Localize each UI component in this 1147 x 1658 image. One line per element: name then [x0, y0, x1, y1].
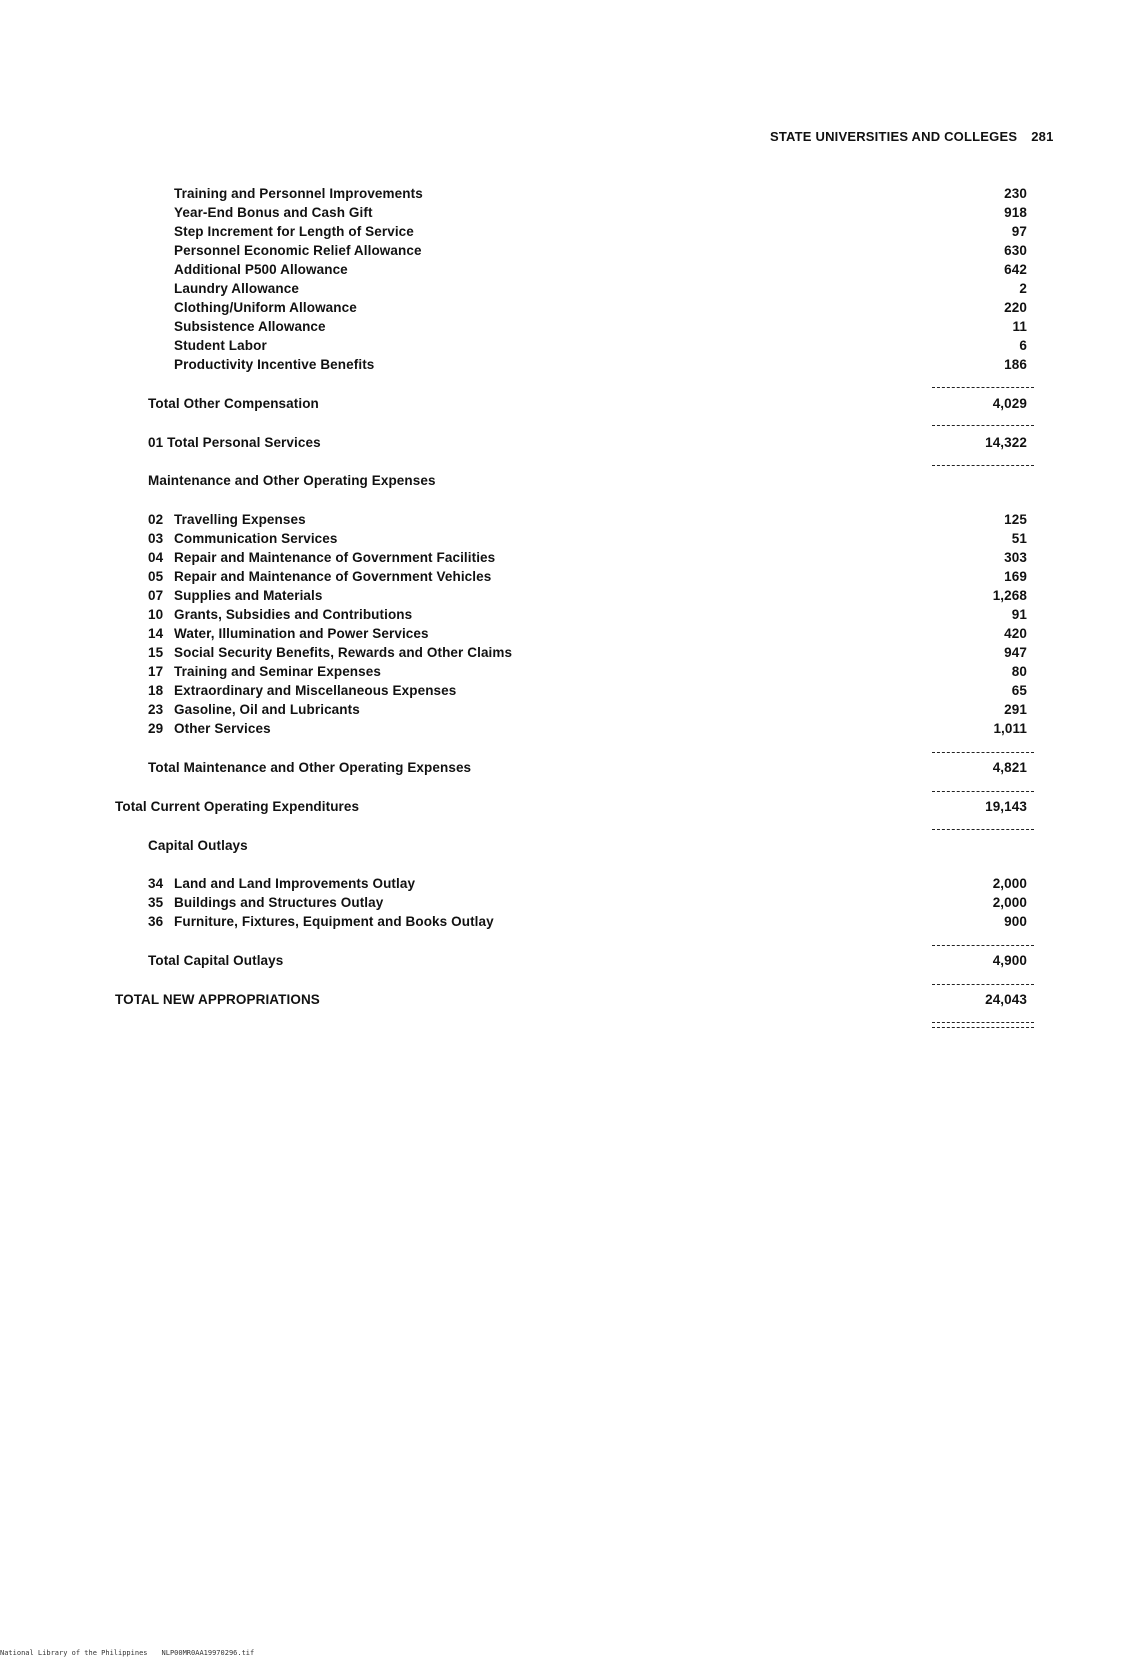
- subtotal-row: Total Capital Outlays 4,900: [148, 953, 1027, 968]
- page-number: 281: [1031, 129, 1054, 144]
- line-item: 34 Land and Land Improvements Outlay 2,000: [148, 876, 1027, 891]
- line-item: 18 Extraordinary and Miscellaneous Expenses 65: [148, 683, 1027, 698]
- scan-footer: [0, 1649, 254, 1657]
- line-item: Year-End Bonus and Cash Gift 918: [174, 205, 1027, 220]
- total-row: Total Current Operating Expenditures 19,143: [115, 799, 1027, 814]
- subtotal-rule: [932, 752, 1034, 753]
- line-item: Personnel Economic Relief Allowance 630: [174, 243, 1027, 258]
- line-item: Training and Personnel Improvements 230: [174, 186, 1027, 201]
- subtotal-rule: [932, 791, 1034, 792]
- line-item: 05 Repair and Maintenance of Government Vehicles 169: [148, 569, 1027, 584]
- subtotal-rule: [932, 829, 1034, 830]
- line-item: Subsistence Allowance 11: [174, 319, 1027, 334]
- section-heading: Capital Outlays: [148, 838, 248, 853]
- line-item: Additional P500 Allowance 642: [174, 262, 1027, 277]
- grand-total-row: TOTAL NEW APPROPRIATIONS 24,043: [115, 992, 1027, 1007]
- line-item: Clothing/Uniform Allowance 220: [174, 300, 1027, 315]
- line-item: 03 Communication Services 51: [148, 531, 1027, 546]
- subtotal-rule: [932, 465, 1034, 466]
- line-item: 17 Training and Seminar Expenses 80: [148, 664, 1027, 679]
- subtotal-rule: [932, 984, 1034, 985]
- line-item: Student Labor 6: [174, 338, 1027, 353]
- line-item: 02 Travelling Expenses 125: [148, 512, 1027, 527]
- grand-total-double-rule: [932, 1022, 1034, 1028]
- line-item: 15 Social Security Benefits, Rewards and Other Claims 947: [148, 645, 1027, 660]
- line-item: 07 Supplies and Materials 1,268: [148, 588, 1027, 603]
- subtotal-rule: [932, 425, 1034, 426]
- footer-file: NLP00MR0AA19970296.tif: [161, 1649, 255, 1657]
- header-title: STATE UNIVERSITIES AND COLLEGES: [770, 129, 1018, 144]
- line-item: Step Increment for Length of Service 97: [174, 224, 1027, 239]
- subtotal-rule: [932, 945, 1034, 946]
- line-item: 36 Furniture, Fixtures, Equipment and Books Outlay 900: [148, 914, 1027, 929]
- line-item: 04 Repair and Maintenance of Government Facilities 303: [148, 550, 1027, 565]
- subtotal-row: 01 Total Personal Services 14,322: [148, 435, 1027, 450]
- line-item: 35 Buildings and Structures Outlay 2,000: [148, 895, 1027, 910]
- line-item: Laundry Allowance 2: [174, 281, 1027, 296]
- line-item: 14 Water, Illumination and Power Services 420: [148, 626, 1027, 641]
- section-heading: Maintenance and Other Operating Expenses: [148, 473, 436, 488]
- subtotal-row: Total Maintenance and Other Operating Expenses 4,821: [148, 760, 1027, 775]
- line-item: 23 Gasoline, Oil and Lubricants 291: [148, 702, 1027, 717]
- subtotal-row: Total Other Compensation 4,029: [148, 396, 1027, 411]
- line-item: 29 Other Services 1,011: [148, 721, 1027, 736]
- subtotal-rule: [932, 387, 1034, 388]
- footer-library: National Library of the Philippines: [0, 1649, 148, 1657]
- line-item: Productivity Incentive Benefits 186: [174, 357, 1027, 372]
- line-item: 10 Grants, Subsidies and Contributions 91: [148, 607, 1027, 622]
